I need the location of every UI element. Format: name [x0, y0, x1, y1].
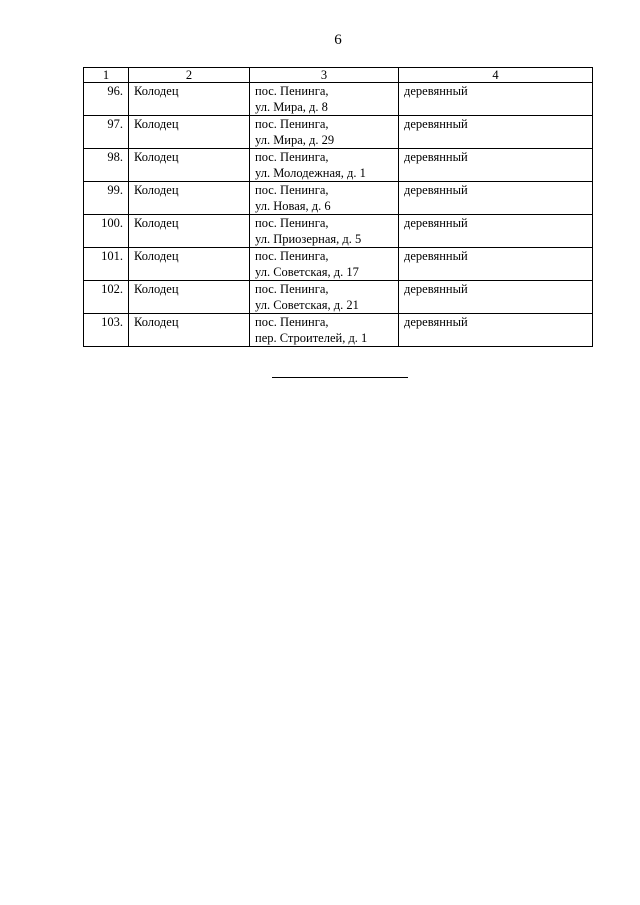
end-separator-line — [272, 377, 408, 378]
page-number: 6 — [334, 32, 342, 48]
material: деревянный — [399, 116, 593, 149]
address-line-1: пос. Пенинга, — [255, 249, 329, 263]
address-line-1: пос. Пенинга, — [255, 150, 329, 164]
address-line-2: ул. Приозерная, д. 5 — [255, 232, 362, 246]
address-line-2: ул. Мира, д. 29 — [255, 133, 335, 147]
address-line-1: пос. Пенинга, — [255, 315, 329, 329]
row-number: 98. — [84, 149, 129, 182]
material: деревянный — [399, 248, 593, 281]
header-col-4: 4 — [399, 68, 593, 83]
row-number: 101. — [84, 248, 129, 281]
row-number: 100. — [84, 215, 129, 248]
object-name: Колодец — [129, 116, 250, 149]
address-line-1: пос. Пенинга, — [255, 84, 329, 98]
header-col-1: 1 — [84, 68, 129, 83]
header-col-3: 3 — [250, 68, 399, 83]
header-col-2: 2 — [129, 68, 250, 83]
address-cell — [250, 281, 399, 314]
object-name: Колодец — [129, 281, 250, 314]
row-number: 102. — [84, 281, 129, 314]
address-line-1: пос. Пенинга, — [255, 117, 329, 131]
row-number: 103. — [84, 314, 129, 347]
address-cell — [250, 182, 399, 215]
table-row — [84, 182, 593, 215]
table-row — [84, 116, 593, 149]
material: деревянный — [399, 149, 593, 182]
address-line-2: ул. Советская, д. 21 — [255, 298, 359, 312]
address-cell — [250, 149, 399, 182]
material: деревянный — [399, 215, 593, 248]
table-row — [84, 314, 593, 347]
address-line-2: ул. Мира, д. 8 — [255, 100, 328, 114]
wells-table — [83, 67, 593, 347]
address-cell — [250, 248, 399, 281]
table-row — [84, 281, 593, 314]
table-row — [84, 248, 593, 281]
material: деревянный — [399, 182, 593, 215]
address-line-2: пер. Строителей, д. 1 — [255, 331, 368, 345]
table-row — [84, 83, 593, 116]
material: деревянный — [399, 83, 593, 116]
address-line-1: пос. Пенинга, — [255, 282, 329, 296]
address-cell — [250, 83, 399, 116]
table-row — [84, 215, 593, 248]
address-cell — [250, 116, 399, 149]
material: деревянный — [399, 281, 593, 314]
address-line-1: пос. Пенинга, — [255, 216, 329, 230]
row-number: 96. — [84, 83, 129, 116]
address-cell — [250, 314, 399, 347]
address-line-1: пос. Пенинга, — [255, 183, 329, 197]
address-line-2: ул. Новая, д. 6 — [255, 199, 331, 213]
row-number: 97. — [84, 116, 129, 149]
address-cell — [250, 215, 399, 248]
object-name: Колодец — [129, 83, 250, 116]
object-name: Колодец — [129, 182, 250, 215]
address-line-2: ул. Молодежная, д. 1 — [255, 166, 366, 180]
object-name: Колодец — [129, 248, 250, 281]
row-number: 99. — [84, 182, 129, 215]
material: деревянный — [399, 314, 593, 347]
object-name: Колодец — [129, 149, 250, 182]
address-line-2: ул. Советская, д. 17 — [255, 265, 359, 279]
object-name: Колодец — [129, 215, 250, 248]
object-name: Колодец — [129, 314, 250, 347]
table-header-row — [84, 68, 593, 83]
table-row — [84, 149, 593, 182]
